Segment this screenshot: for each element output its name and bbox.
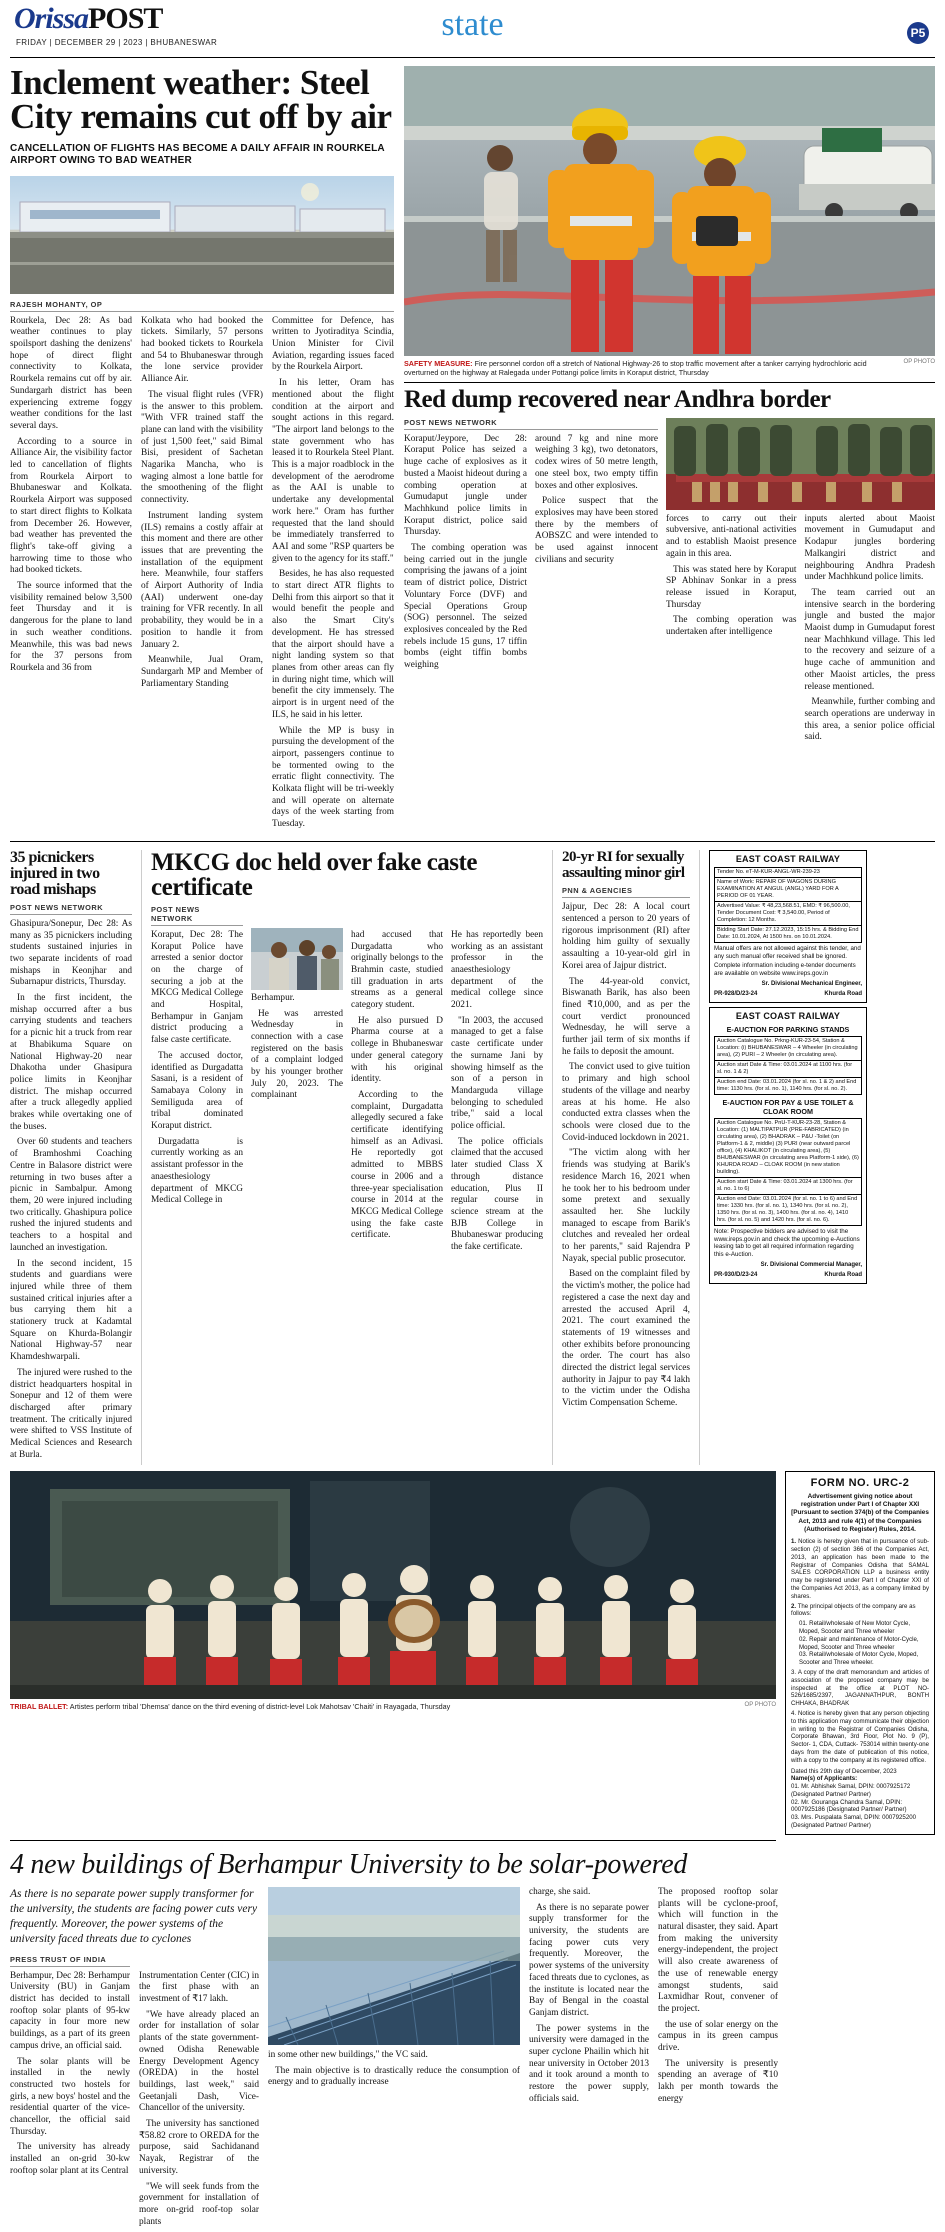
form-urc2-box: FORM NO. URC-2 Advertisement giving notice about registration under Part I of Chapter XXI [Pursuant to section 374(b) of the Companies Act, 2013 and rule 4(1) of the Companies (Authorised to Register) Rules, 2014. 1. Notice is hereby given that in pursuance of sub-section (2) of section 366 of the Companies Act, 2013, an application has been made to the Registrar of Companies Odisha that SAMAL SALES CORPORATION LLP a business entity may be registered under Part I of Chapter XXI of the Companies Act 2013, as a company limited by shares. 2. The principal objects of the company are as follows: 01. Retail/wholesale of New Motor Cycle, Moped, Scooter and Three wheeler 02. Repair and maintenance of Motor-Cycle, Moped, Scooter and Three wheeler 03. Retail/wholesale of Motor Cycle, Moped, Scooter and Three wheeler. 3. A copy of the draft memorandum and articles of association of the proposed company may be inspected at the office at PLOT NO-526/1685/2397, JAGANNATHPUR, BONTH CHHAKA, BHADRAK 4. Notice is hereby given that any person objecting to this application may communicate their objection in writing to the Registrar of Companies Odisha, Corporate Bhawan, 3rd Floor, Plot No. 9 (P), Sector- 1, CDA, Cuttack- 753014 within twenty-one days from the date of publication of this notice, with a copy to the company at its registered office. Dated this 29th day of December, 2023 Name(s) of Applicants: 01. Mr. Abhishek Samal, DPIN: 0007925172 (Designated Partner/ Partner) 02. Mr. Gouranga Chandra Samal, DPIN: 0007925186 (Designated Partner/ Partner) 03. Mrs. Puspalata Samal, DPIN: 0007925200 (Designated Partner/ Partner) (785, 1471, 935, 1834)
andhra-story (404, 387, 935, 748)
berhampur-col-3: in some other new buildings," the VC said. The main objective is to drastically reduce the consumption of energy and to gradually increase (268, 2049, 520, 2088)
lead-subhead: CANCELLATION OF FLIGHTS HAS BECOME A DAILY AFFAIR IN ROURKELA AIRPORT OWING TO BAD WEATHER (10, 142, 385, 167)
railway-sign-2: Sr. Divisional Commercial Manager, (760, 1261, 862, 1268)
publication-logo (14, 2, 162, 36)
mid-band (10, 850, 935, 1466)
form-object: 02. Repair and maintenance of Motor-Cycle, Moped, Scooter and Three wheeler (799, 1635, 919, 1651)
masthead (10, 0, 935, 58)
ballet-photo-block (10, 1471, 776, 1834)
mkcg-col-4: He has reportedly been working as an assistant professor in the anaesthesiology department of the medical college since 2021. "In 2003, the accused managed to get a false caste certificate under the surname Jani by showing himself as the son of a person in Mandarguda village belonging to scheduled tribe," said a local police official. The police officials claimed that the accused later studied Class X through distance education, Plus II regular course in science stream at the BJB College in Bhubaneswar producing the fake certificate. (451, 929, 543, 1253)
auction-row: Auction Catalogue No. Prkng-KUR-23-54, Station & Location: (i) BHUBANESWAR – 4 Wheeler (in circulating area), (2) PURI – 2 Wheeler (in circulating area). (715, 1037, 862, 1061)
andhra-col-1: Koraput/Jeypore, Dec 28: Koraput Police has seized a huge cache of explosives as it busted a Maoist hideout during a combing operation at Gumudaput jungle under Machhkund police limits in Koraput district, police said Thursday. The combing operation was being carried out in the jungle comprising the jawans of a joint team of district police, District Voluntary Force (DVF) and Special Operations Group (SOG) personnel. The seized explosives concealed by the Red rebels include 15 guns, 17 tiffin bombs (eight tiffin bombs weighing (404, 433, 527, 671)
berhampur-col-1: Berhampur, Dec 28: Berhampur University (BU) in Ganjam district has decided to install rooftop solar plants of 95-kw capacity in four more new buildings, as a part of its green campus drive, an official said. The solar plants will be installed in the newly constructed two hostels for girls, a new boys' hostel and the residential quarter of the vice-chancellor, the official said Thursday. The university has already installed an on-grid 30-kw rooftop solar plant at its Central (10, 1970, 130, 2176)
berhampur-story (10, 1849, 776, 2232)
andhra-photo-seizure (666, 418, 935, 510)
picnickers-byline: POST NEWS NETWORK (10, 903, 132, 915)
minor-headline: 20-yr RI for sexually assaulting minor girl (562, 848, 685, 881)
mkcg-headline: MKCG doc held over fake caste certificate (151, 848, 477, 901)
form-item-4: 4. Notice is hereby given that any person objecting to this application may communicate their objection in writing to the Registrar of Companies Odisha, Corporate Bhawan, 3rd Floor, Plot No. 9 (P), Sector- 1, CDA, Cuttack- 753014 within twenty-one days from the date of publication of this notice, with a copy to the company at its registered office. (791, 1709, 929, 1764)
ballet-photo (10, 1471, 776, 1699)
railway-note-3: Note: Prospective bidders are advised to visit the www.ireps.gov.in and check the upcoming e-Auctions leasing tab to get all required information regarding this e-Auction. (714, 1227, 860, 1259)
berhampur-col-4: charge, she said. As there is no separate power supply transformer for the university, the students are facing power cuts very frequently. Moreover, the power systems of the university faced threats due to cyclones, as the institute is located near the Bay of Bengal in the coastal Ganjam district. The power systems in the university were damaged in the super cyclone Phailin which hit near university in October 2013 and it took around a month to restore the power supply, officials said. (529, 1886, 649, 2104)
railway-div-2: Khurda Road (824, 1272, 862, 1279)
form-applicants-label: Name(s) of Applicants: (791, 1775, 858, 1783)
railway-div-1: Khurda Road (824, 991, 862, 998)
mkcg-col-3: had accused that Durgadatta who originally belongs to the Brahmin caste, studied till graduation in arts streams as a general category student. He also pursued D Pharma course at a college in Bhubaneswar under general category with his original identity. According to the complaint, Durgadatta allegedly secured a fake certificate identifying himself as an Adivasi. He reportedly got admitted to MBBS course in 2006 and a three-year specialisation course in 2014 at the MKCG Medical College using the fake caste certificate. (351, 929, 443, 1241)
railway-tender-box (709, 850, 867, 1003)
minor-byline: PNN & AGENCIES (562, 886, 690, 898)
lead-col-2: Kolkata who had booked the tickets. Similarly, 57 persons had booked tickets to Rourkela and 54 to Bhubaneswar through the lone service provider Alliance Air. The visual flight rules (VFR) is the answer to this problem. "With VFR trained staff the plane can land with the visibility of just 1,500 feet," said Bimal Bisi, president of Sachetan Nagarika Mancha, who is waging almost a lone battle for the smoothening of the flight connectivity. Instrument landing system (ILS) remains a costly affair at this moment and there are other issues that are preventing the installation of the equipment here. Meanwhile, four staffers of Airport Authority of India (AAI) underwent one-day training for VFR recently. In all probability, they would be in a position to handle it from January 2. Meanwhile, Jual Oram, Sundargarh MP and Member of Parliamentary Standing (141, 315, 263, 689)
picnickers-story (10, 850, 132, 1466)
railway-auction-box (709, 1007, 867, 1284)
railway-title-1: EAST COAST RAILWAY (735, 853, 841, 864)
auction-row: Auction Catalogue No. PnU-T-KUR-23-28, Station & Location: (1) MALTIPATPUR (PRE-FABRICATED) (in circulating area), (2) BHADRAK – P&U -Toilet (on Platform-1 & 2, middle) (3) PURI (near outward parcel office), (4) KHALIKOT (in circulating area), (5) BHUBANESWAR (in circulating area Platform-1 side), (6) KHURDA ROAD – CLOAK ROOM (in new station building). (715, 1119, 862, 1178)
minor-body: Jajpur, Dec 28: A local court sentenced a person to 20 years of rigorous imprisonment (RI) after holding him guilty of sexually assaulting a 10-year-old girl in Korei area of Jajpur district. The 44-year-old convict, Biswanath Barik, has also been fined ₹10,000, and as per the court verdict pronounced Wednesday, he will serve a further jail term of six months if he fails to deposit the amount. The convict used to give tuition to primary and high school students of the village and nearby areas at his home. He also conducted extra classes when the schools were closed due to the Covid-induced lockdown in 2021. "The victim along with her friends was studying at Barik's residence March 16, 2021 when he took her to his bedroom under some pretext and sexually assaulted her. She luckily managed to escape from Barik's clutches and revealed her ordeal to her parents," said Rajendra P Nayak, special public prosecutor. Based on the complaint filed by the victim's mother, the police had registered a case the next day and arrested the accused April 4, 2021. The court examined the statements of 19 witnesses and other exhibits before pronouncing the order. The court has also directed the district legal services authority in Jajpur to pay ₹4 lakh to the victim under the Odisha Victim Compensation Scheme. (562, 902, 690, 1409)
berhampur-col-5: The proposed rooftop solar plants will be cyclone-proof, which will function in the natural disaster, they said. Apart from making the university energy-independent, the project will also create awareness of the use of renewable energy amongst students, said Laxmidhar Rout, convener of the project. the use of solar energy on the campus in its green campus drive. The university is presently spending an average of ₹10 lakh per month towards the energy (658, 1886, 778, 2104)
form-applicant: 02. Mr. Gouranga Chandra Samal, DPIN: 0007925186 (Designated Partner/ Partner) (791, 1798, 907, 1814)
section-title: state (441, 6, 504, 43)
logo-orissa: Orissa (14, 2, 89, 35)
form-column (785, 1471, 935, 1834)
railway-sign-1: Sr. Divisional Mechanical Engineer, (761, 980, 862, 987)
berhampur-col-2: Instrumentation Center (CIC) in the first phase with an investment of ₹17 lakh. "We have already placed an order for installation of solar plants of the state government-owned Odisha Renewable Energy Development Agency (OREDA) in the hostel buildings, last week," said Geetanjali Dash, Vice-Chancellor of the university. The university has sanctioned ₹58.82 crore to OREDA for the purpose, said Sachidanand Nayak, Registrar of the university. "We will seek funds from the government for installation of more on-grid roof-top solar plants (139, 1970, 259, 2227)
auction-row: Auction end Date: 03.01.2024 (for sl. no. 1 & 2) and End time: 1130 hrs. (for sl. no. 1), 1140 hrs. (for sl. no. 2). (715, 1078, 862, 1095)
mkcg-col-2: Berhampur. He was arrested Wednesday in connection with a case registered on the basis of a complaint lodged by his younger brother July 20, 2023. The complainant (251, 930, 343, 1258)
lead-photo-firemen (404, 66, 935, 356)
auction-row: Auction start Date & Time: 03.01.2024 at 1300 hrs. (for sl. no. 1 to 6) (715, 1177, 862, 1194)
andhra-headline: Red dump recovered near Andhra border (404, 385, 831, 413)
form-applicant: 03. Mrs. Puspalata Samal, DPIN: 0007925200 (Designated Partner/ Partner) (791, 1814, 916, 1830)
lead-photo-credit: OP PHOTO (903, 359, 935, 365)
auction-row: Auction start Date & Time: 03.01.2024 at 1100 hrs. (for sl. no. 1 & 2) (715, 1061, 862, 1078)
auction-row: Auction end Date: 03.01.2024 (for sl. no. 1 to 6) and End time: 1330 hrs. (for sl. no. 1), 1340 hrs. (for sl. no. 2), 1350 hrs. (for sl. no. 3), 1400 hrs. (for sl. no. 4), 1410 hrs. (for sl. no. 5) and 1420 hrs. (for sl. no. 6). (715, 1194, 862, 1225)
mkcg-byline: POST NEWS NETWORK (151, 905, 243, 926)
railway-subtitle-2: E-AUCTION FOR PAY & USE TOILET & CLOAK ROOM (722, 1098, 854, 1117)
berhampur-byline: PRESS TRUST OF INDIA (10, 1955, 130, 1967)
picnickers-body: Ghasipura/Sonepur, Dec 28: As many as 35 picnickers including students sustained injuries in two separate incidents of road mishaps in Keonjhar and Subarnapur districts, Thursday. In the first incident, the mishap occurred after a bus carrying students and teachers for a picnic hit a truck from rear at Bhabikuma Square on National Highway-20 near Dhakotha under Ghasipura police limits in Keonjhar district. The mishap occurred after a truck allegedly applied brakes while overtaking one of the buses. Over 60 students and teachers of Bramhoshmi Coaching Centre in Balasore district were returning in two buses after a picnic in Sambalpur. Among them, 20 were injured including two critically. Ghashipura police rushed the injured students and teachers to a hospital and launched an investigation. In the second incident, 15 students and guardians were injured while three of them sustained critical injuries after a bus carrying them hit a stationery truck at Kadamtal Square on Khurda-Bolangir National Highway-57 near Khamdeshwarpali. The injured were rushed to the district headquarters hospital in Sonepur and 12 of them were discharged after primary treatment. The critically injured were shifted to VSS Institute of Medical Sciences and Research at Burla. (10, 918, 132, 1460)
railway-subtitle-1: E-AUCTION FOR PARKING STANDS (726, 1025, 850, 1035)
berhampur-standfirst: As there is no separate power supply transformer for the university, the students are facing power cuts very frequently. Moreover, the power systems of the university faced threats due to cyclones (10, 1887, 258, 1945)
ballet-photo-credit: OP PHOTO (744, 1702, 776, 1709)
form-applicant: 01. Mr. Abhishek Samal, DPIN: 0007925172 (Designated Partner/ Partner) (791, 1783, 911, 1798)
picnickers-headline: 35 picnickers injured in two road mishaps (10, 848, 100, 898)
form-object: 01. Retail/wholesale of New Motor Cycle, Moped, Scooter and Three wheeler (799, 1620, 911, 1635)
dateline: FRIDAY | DECEMBER 29 | 2023 | BHUBANESWAR (16, 38, 218, 47)
andhra-col-2: around 7 kg and nine more weighing 3 kg), two detonators, codex wires of 50 metre length, one steel box, two empty tiffin boxes and other explosives. Police suspect that the explosives may have been stored there by the members of AOBSZC and were intended to be used against innocent civilians and security (535, 433, 658, 565)
andhra-col-4: inputs alerted about Maoist movement in Gumudaput and Kodapur jungles bordering Malkangiri district and neighbouring Andhra Pradesh under Machhkund police limits. The team carried out an intensive search in the bordering jungle and busted the major Maoist dump in Gumudaput forest near Machhkund village. This led to the recovery and seizure of a huge cache of ammunition and other Maoist articles, the press release mentioned. Meanwhile, further combing and search operations are underway in this area, a senior police official said. (804, 513, 935, 743)
form-dated: Dated this 29th day of December, 2023 (791, 1767, 897, 1775)
mkcg-story (151, 850, 543, 1466)
railway-pr-1: PR-928/D/23-24 (714, 991, 758, 998)
form-subtitle: Advertisement giving notice about registration under Part I of Chapter XXI [Pursuant to section 374(b) of the Companies Act, 2013 and rule 4(1) of the Companies (Authorised to Register) Rules, 2014. (791, 1492, 929, 1533)
logo-post: POST (88, 2, 163, 35)
lead-byline: RAJESH MOHANTY, OP (10, 300, 394, 312)
railway-tender-table: Tender No. eT-M-KUR-ANGL-WR-239-23 Name of Work: REPAIR OF WAGONS DURING EXAMINATION AT ANGUL (ANGL) YARD FOR A PERIOD OF 01 YEAR. Advertised Value: ₹ 48,23,568.51, EMD: ₹ 96,500.00, Tender Document Cost: ₹ 3,540.00, Period of Completion: 12 Months. Bidding Start Date: 27.12.2023, 15:15 hrs. & Bidding End Date: 10.01.2024, At 1500 hrs. on 10.01.2024. (714, 867, 862, 943)
berhampur-headline: 4 new buildings of Berhampur University to be solar-powered (10, 1848, 688, 1880)
minor-story (562, 850, 690, 1466)
railway-pr-2: PR-930/D/23-24 (714, 1272, 758, 1279)
mkcg-photo-arrest (251, 928, 343, 990)
andhra-byline: POST NEWS NETWORK (404, 418, 658, 430)
lead-headline: Inclement weather: Steel City remains cut off by air (10, 63, 392, 137)
ballet-caption: TRIBAL BALLET: Artistes perform tribal 'Dhemsa' dance on the third evening of district-level Lok Mahotsav 'Chaiti' in Rayagada, Thursday (10, 1702, 451, 1712)
form-object: 03. Retail/wholesale of Motor Cycle, Moped, Scooter and Three wheeler. (799, 1651, 919, 1667)
railway-note-2: Complete information including e-tender documents are available on website www.ireps.gov.in (714, 962, 856, 978)
form-item-3: 3. A copy of the draft memorandum and articles of association of the proposed company may be inspected at the office at PLOT NO-526/1685/2397, JAGANNATHPUR, BONTH CHHAKA, BHADRAK (791, 1668, 929, 1708)
railway-note-1: Manual offers are not allowed against this tender, and any such manual offer received shall be ignored. (714, 944, 861, 960)
page-number-badge: P5 (907, 22, 929, 44)
lead-col-3: Committee for Defence, has written to Jyotiraditya Scindia, Union Minister for Civil Aviation, regarding issues faced by the Rourkela Airport. In his letter, Oram has mentioned about the flight condition at the airport and sought actions in this regard. "The airport land belongs to the state government who has leased it to Rourkela Steel Plant. This is a major roadblock in the development of the aerodrome as the AAI is unable to undertake any developmental work here." Oram has further requested that the land should be immediately transferred to AAI and some "RSP quarters be given to the agency for its staff." Besides, he has also requested to start direct ATR flights to Delhi from this airport so that it would benefit the people and also the Smart City's development. He has stressed that the airport should have a night landing system so that planes from other areas can fly in during night time, which will benefit the city immensely. The airport is in urgent need of the ILS, he said in his letter. While the MP is busy in pursuing the development of the airport, passengers continue to be tormented owing to the erratic flight connectivity. The Kolkata flight will be tri-weekly and will operate on alternate days of the week starting from Tuesday. (272, 315, 394, 830)
lead-col-1: Rourkela, Dec 28: As bad weather continues to play spoilsport dashing the denizens' hope of direct flight connectivity to Kolkata, Rourkela remains cut off by air. Sundargarh district has been experiencing extreme foggy weather conditions for the last several days. According to a source in Alliance Air, the visibility factor led to cancellation of flights from Rourkela Airport to Bhubaneswar and Kolkata. Rourkela Airport was supposed to start direct flights to Kolkata from December 26. However, bad weather has prevented the flight's take-off giving a harrowing time to those who had booked tickets. The source informed that the visibility remained below 3,500 feet Thursday and it is dangerous for the plane to land in such weather conditions. Meanwhile, this was bad news for the 37 persons from Rourkela and 36 from (10, 315, 132, 673)
andhra-col-3: forces to carry out their subversive, anti-national activities and to establish Maoist presence again in this area. This was stated here by Koraput SP Abhinav Sonkar in a press release issued in Koraput, Thursday The combing operation was undertaken after intelligence (666, 513, 797, 638)
mkcg-col-1: Koraput, Dec 28: The Koraput Police have arrested a senior doctor on the charge of securing a job at the MKCG Medical College and Hospital, Berhampur in Ganjam district producing a false caste certificate. The accused doctor, identified as Durgadatta Sasani, is a resident of Samabaya Colony in Semiliguda area of tribal dominated Koraput district. Durgadatta is currently working as an assistant professor in the anaesthesiology department of MKCG Medical College in (151, 929, 243, 1206)
lead-photo-airport (10, 176, 394, 294)
form-item-2: The principal objects of the company are as follows: (791, 1602, 916, 1618)
form-title: FORM NO. URC-2 (810, 1477, 910, 1490)
lead-story (10, 58, 935, 835)
classified-column (709, 850, 867, 1466)
berhampur-photo-solar (268, 1887, 520, 2045)
railway-title-2: EAST COAST RAILWAY (735, 1010, 841, 1021)
lead-photo-caption: SAFETY MEASURE: Fire personnel cordon off a stretch of National Highway-26 to stop traffic movement after a tanker carrying hydrochloric acid overturned on the highway at Ralegada under Pottangi police limits in Koraput district, Thursday (404, 359, 867, 378)
form-item-1: Notice is hereby given that in pursuance of sub-section (2) of section 366 of the Companies Act, 2013, an application has been made to the Registrar of Companies Odisha that SAMAL SALES CORPORATION LLP a business entity may be registered under Part I of Chapter XXI of the Companies Act 2013, as a company limited by shares. (791, 1538, 930, 1600)
